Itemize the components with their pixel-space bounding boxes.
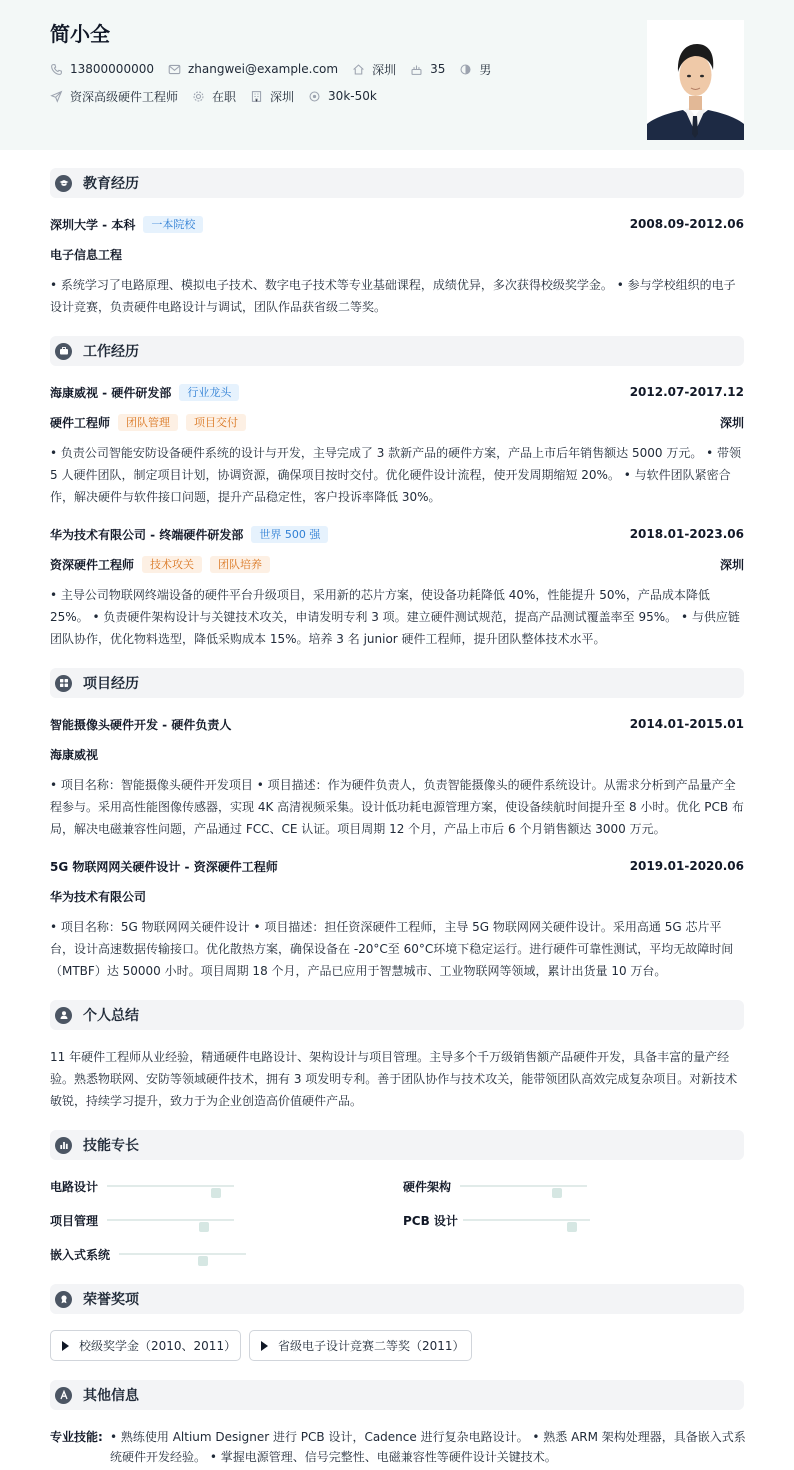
role-tag: 团队管理 xyxy=(118,414,178,431)
skill-item xyxy=(403,1178,593,1194)
briefcase-icon xyxy=(55,343,72,360)
resume-header xyxy=(0,0,794,150)
info-letter-icon xyxy=(55,1387,72,1404)
candidate-name: 简小全 xyxy=(50,22,110,46)
award-text: 省级电子设计竞赛二等奖（2011） xyxy=(278,1339,465,1353)
project-description: • 项目名称：5G 物联网网关硬件设计 • 项目描述：担任资深硬件工程师，主导 5G 物联网网关硬件设计。采用高通 5G 芯片平台，设计高速数据传输接口。优化散热方案，确保设备在 -20°C至 60°C环境下稳定运行。进行硬件可靠性测试，平均无故障时间（MTBF）达 50000 小时。项目周期 18 个月，产品已应用于智慧城市、工业物联网等领域，累计出货量 10 万台。 xyxy=(50,920,734,978)
gear-icon xyxy=(192,90,205,103)
section-title: 项目经历 xyxy=(83,676,139,692)
skill-track xyxy=(460,1185,587,1187)
project-description: • 项目名称：智能摄像头硬件开发项目 • 项目描述：作为硬件负责人，负责智能摄像头的硬件系统设计。从需求分析到产品量产全程参与。采用高性能图像传感器，实现 4K 高清视频采集。设计低功耗电源管理方案，使设备续航时间提升至 8 小时。优化 PCB 布局，解决电磁兼容性问题，产品通过 FCC、CE 认证。项目周期 12 个月，产品上市后 6 个月销售额达 3000 万元。 xyxy=(50,778,744,836)
status-info xyxy=(192,88,236,105)
play-triangle-icon xyxy=(261,1341,268,1351)
position-info xyxy=(50,88,178,105)
section-title: 技能专长 xyxy=(83,1138,139,1154)
position-text: 资深高级硬件工程师 xyxy=(70,89,179,104)
role-title: 硬件工程师 xyxy=(50,415,111,430)
project-header xyxy=(50,714,744,734)
phone-info xyxy=(50,62,154,76)
project-company: 华为技术有限公司 xyxy=(50,889,147,904)
building-icon xyxy=(250,90,263,103)
send-icon xyxy=(50,90,63,103)
work-city: 深圳 xyxy=(719,557,744,572)
skill-item xyxy=(50,1178,240,1194)
user-icon xyxy=(55,1007,72,1024)
section-title: 教育经历 xyxy=(83,176,139,192)
phone-text: 13800000000 xyxy=(70,62,154,76)
skill-level-thumb xyxy=(211,1188,221,1198)
project-company: 海康威视 xyxy=(50,747,99,762)
skill-item xyxy=(403,1212,593,1228)
section-title: 荣誉奖项 xyxy=(83,1292,139,1308)
gender-icon xyxy=(459,63,472,76)
work-description: • 主导公司物联网终端设备的硬件平台升级项目，采用新的芯片方案，使设备功耗降低 40%，性能提升 50%，产品成本降低 25%。 • 负责硬件架构设计与关键技术攻关，申请发明专利 3 项。建立硬件测试规范，提高产品测试覆盖率至 95%。 • 与供应链团队协作，优化物料选型，降低采购成本 15%。培养 3 名 junior 硬件工程师，提升团队整体技术水平。 xyxy=(50,588,740,646)
status-text: 在职 xyxy=(212,89,237,104)
skill-level-thumb xyxy=(199,1222,209,1232)
company-tag: 世界 500 强 xyxy=(251,526,328,543)
role-title: 资深硬件工程师 xyxy=(50,557,135,572)
other-label: 专业技能: xyxy=(50,1430,103,1444)
project-company-row xyxy=(50,744,744,764)
gender-text: 男 xyxy=(479,62,492,77)
section-title: 其他信息 xyxy=(83,1388,139,1404)
city-text: 深圳 xyxy=(372,62,397,77)
skill-item xyxy=(50,1212,240,1228)
section-skills xyxy=(50,1130,744,1160)
project-title: 智能摄像头硬件开发 - 硬件负责人 xyxy=(50,717,232,732)
skill-track xyxy=(107,1219,234,1221)
age-info xyxy=(410,62,445,76)
work-period: 2012.07-2017.12 xyxy=(629,385,744,399)
role-row xyxy=(50,554,744,574)
award-chip[interactable] xyxy=(249,1330,472,1361)
email-info xyxy=(168,62,338,76)
graduation-cap-icon xyxy=(55,175,72,192)
phone-icon xyxy=(50,63,63,76)
skill-level-thumb xyxy=(552,1188,562,1198)
skill-name: 项目管理 xyxy=(50,1213,99,1228)
grid-icon xyxy=(55,675,72,692)
section-other xyxy=(50,1380,744,1410)
job-intent-row xyxy=(50,87,391,105)
company-tag: 行业龙头 xyxy=(179,384,239,401)
skill-level-thumb xyxy=(198,1256,208,1266)
home-icon xyxy=(352,63,365,76)
cake-icon xyxy=(410,63,423,76)
work-header xyxy=(50,524,744,544)
bar-chart-icon xyxy=(55,1137,72,1154)
city-info xyxy=(352,61,396,78)
skill-name: 电路设计 xyxy=(50,1179,99,1194)
skill-name: PCB 设计 xyxy=(403,1213,458,1228)
skill-name: 嵌入式系统 xyxy=(50,1247,111,1262)
award-text: 校级奖学金（2010、2011） xyxy=(79,1339,237,1353)
salary-info xyxy=(308,89,377,103)
school-name: 深圳大学 - 本科 xyxy=(50,217,136,232)
project-title: 5G 物联网网关硬件设计 - 资深硬件工程师 xyxy=(50,859,278,874)
work-header xyxy=(50,382,744,402)
section-work xyxy=(50,336,744,366)
medal-icon xyxy=(55,1291,72,1308)
company-name: 华为技术有限公司 - 终端硬件研发部 xyxy=(50,527,244,542)
education-description: • 系统学习了电路原理、模拟电子技术、数字电子技术等专业基础课程，成绩优异，多次获得校级奖学金。 • 参与学校组织的电子设计竞赛，负责硬件电路设计与调试，团队作品获省级二等奖。 xyxy=(50,278,736,314)
work-period: 2018.01-2023.06 xyxy=(629,527,744,541)
other-text: • 熟练使用 Altium Designer 进行 PCB 设计，Cadence 进行复杂电路设计。 • 熟悉 ARM 架构处理器，具备嵌入式系统硬件开发经验。 • 掌握电源管理、信号完整性、电磁兼容性等硬件设计关键技术。 xyxy=(110,1430,746,1464)
section-education xyxy=(50,168,744,198)
section-awards xyxy=(50,1284,744,1314)
avatar xyxy=(647,20,744,140)
email-text: zhangwei@example.com xyxy=(187,62,339,76)
salary-text: 30k-50k xyxy=(328,89,377,103)
age-text: 35 xyxy=(430,62,446,76)
skill-item xyxy=(50,1246,250,1262)
gender-info xyxy=(459,61,491,78)
education-header xyxy=(50,214,744,234)
coin-icon xyxy=(308,90,321,103)
major-name: 电子信息工程 xyxy=(50,247,123,262)
education-period: 2008.09-2012.06 xyxy=(629,217,744,231)
role-tag: 技术攻关 xyxy=(142,556,202,573)
play-triangle-icon xyxy=(62,1341,69,1351)
project-company-row xyxy=(50,886,744,906)
summary-text: 11 年硬件工程师从业经验，精通硬件电路设计、架构设计与项目管理。主导多个千万级销售额产品硬件开发，具备丰富的量产经验。熟悉物联网、安防等领域硬件技术，拥有 3 项发明专利。善于团队协作与技术攻关，能带领团队高效完成复杂项目。对新技术敏锐，持续学习提升，致力于为企业创造高价值硬件产品。 xyxy=(50,1050,738,1108)
project-period: 2014.01-2015.01 xyxy=(629,717,744,731)
role-tag: 项目交付 xyxy=(186,414,246,431)
work-city: 深圳 xyxy=(719,415,744,430)
skill-level-thumb xyxy=(567,1222,577,1232)
expected-city-text: 深圳 xyxy=(270,89,295,104)
contact-row xyxy=(50,60,505,78)
section-summary xyxy=(50,1000,744,1030)
award-chip[interactable] xyxy=(50,1330,241,1361)
skill-name: 硬件架构 xyxy=(403,1179,452,1194)
section-projects xyxy=(50,668,744,698)
project-header xyxy=(50,856,744,876)
expected-city-info xyxy=(250,88,294,105)
skill-track xyxy=(107,1185,234,1187)
role-row xyxy=(50,412,744,432)
section-title: 个人总结 xyxy=(83,1008,139,1024)
major-row xyxy=(50,244,744,264)
project-period: 2019.01-2020.06 xyxy=(629,859,744,873)
role-tag: 团队培养 xyxy=(210,556,270,573)
skill-track xyxy=(463,1219,590,1221)
mail-icon xyxy=(168,63,181,76)
school-tag: 一本院校 xyxy=(143,216,203,233)
company-name: 海康威视 - 硬件研发部 xyxy=(50,385,172,400)
section-title: 工作经历 xyxy=(83,344,139,360)
skill-track xyxy=(119,1253,246,1255)
work-description: • 负责公司智能安防设备硬件系统的设计与开发，主导完成了 3 款新产品的硬件方案，产品上市后年销售额达 5000 万元。 • 带领 5 人硬件团队，制定项目计划，协调资源，确保项目按时交付。优化硬件设计流程，使开发周期缩短 20%。 • 与软件团队紧密合作，解决硬件与软件接口问题，提升产品稳定性，客户投诉率降低 30%。 xyxy=(50,446,742,504)
